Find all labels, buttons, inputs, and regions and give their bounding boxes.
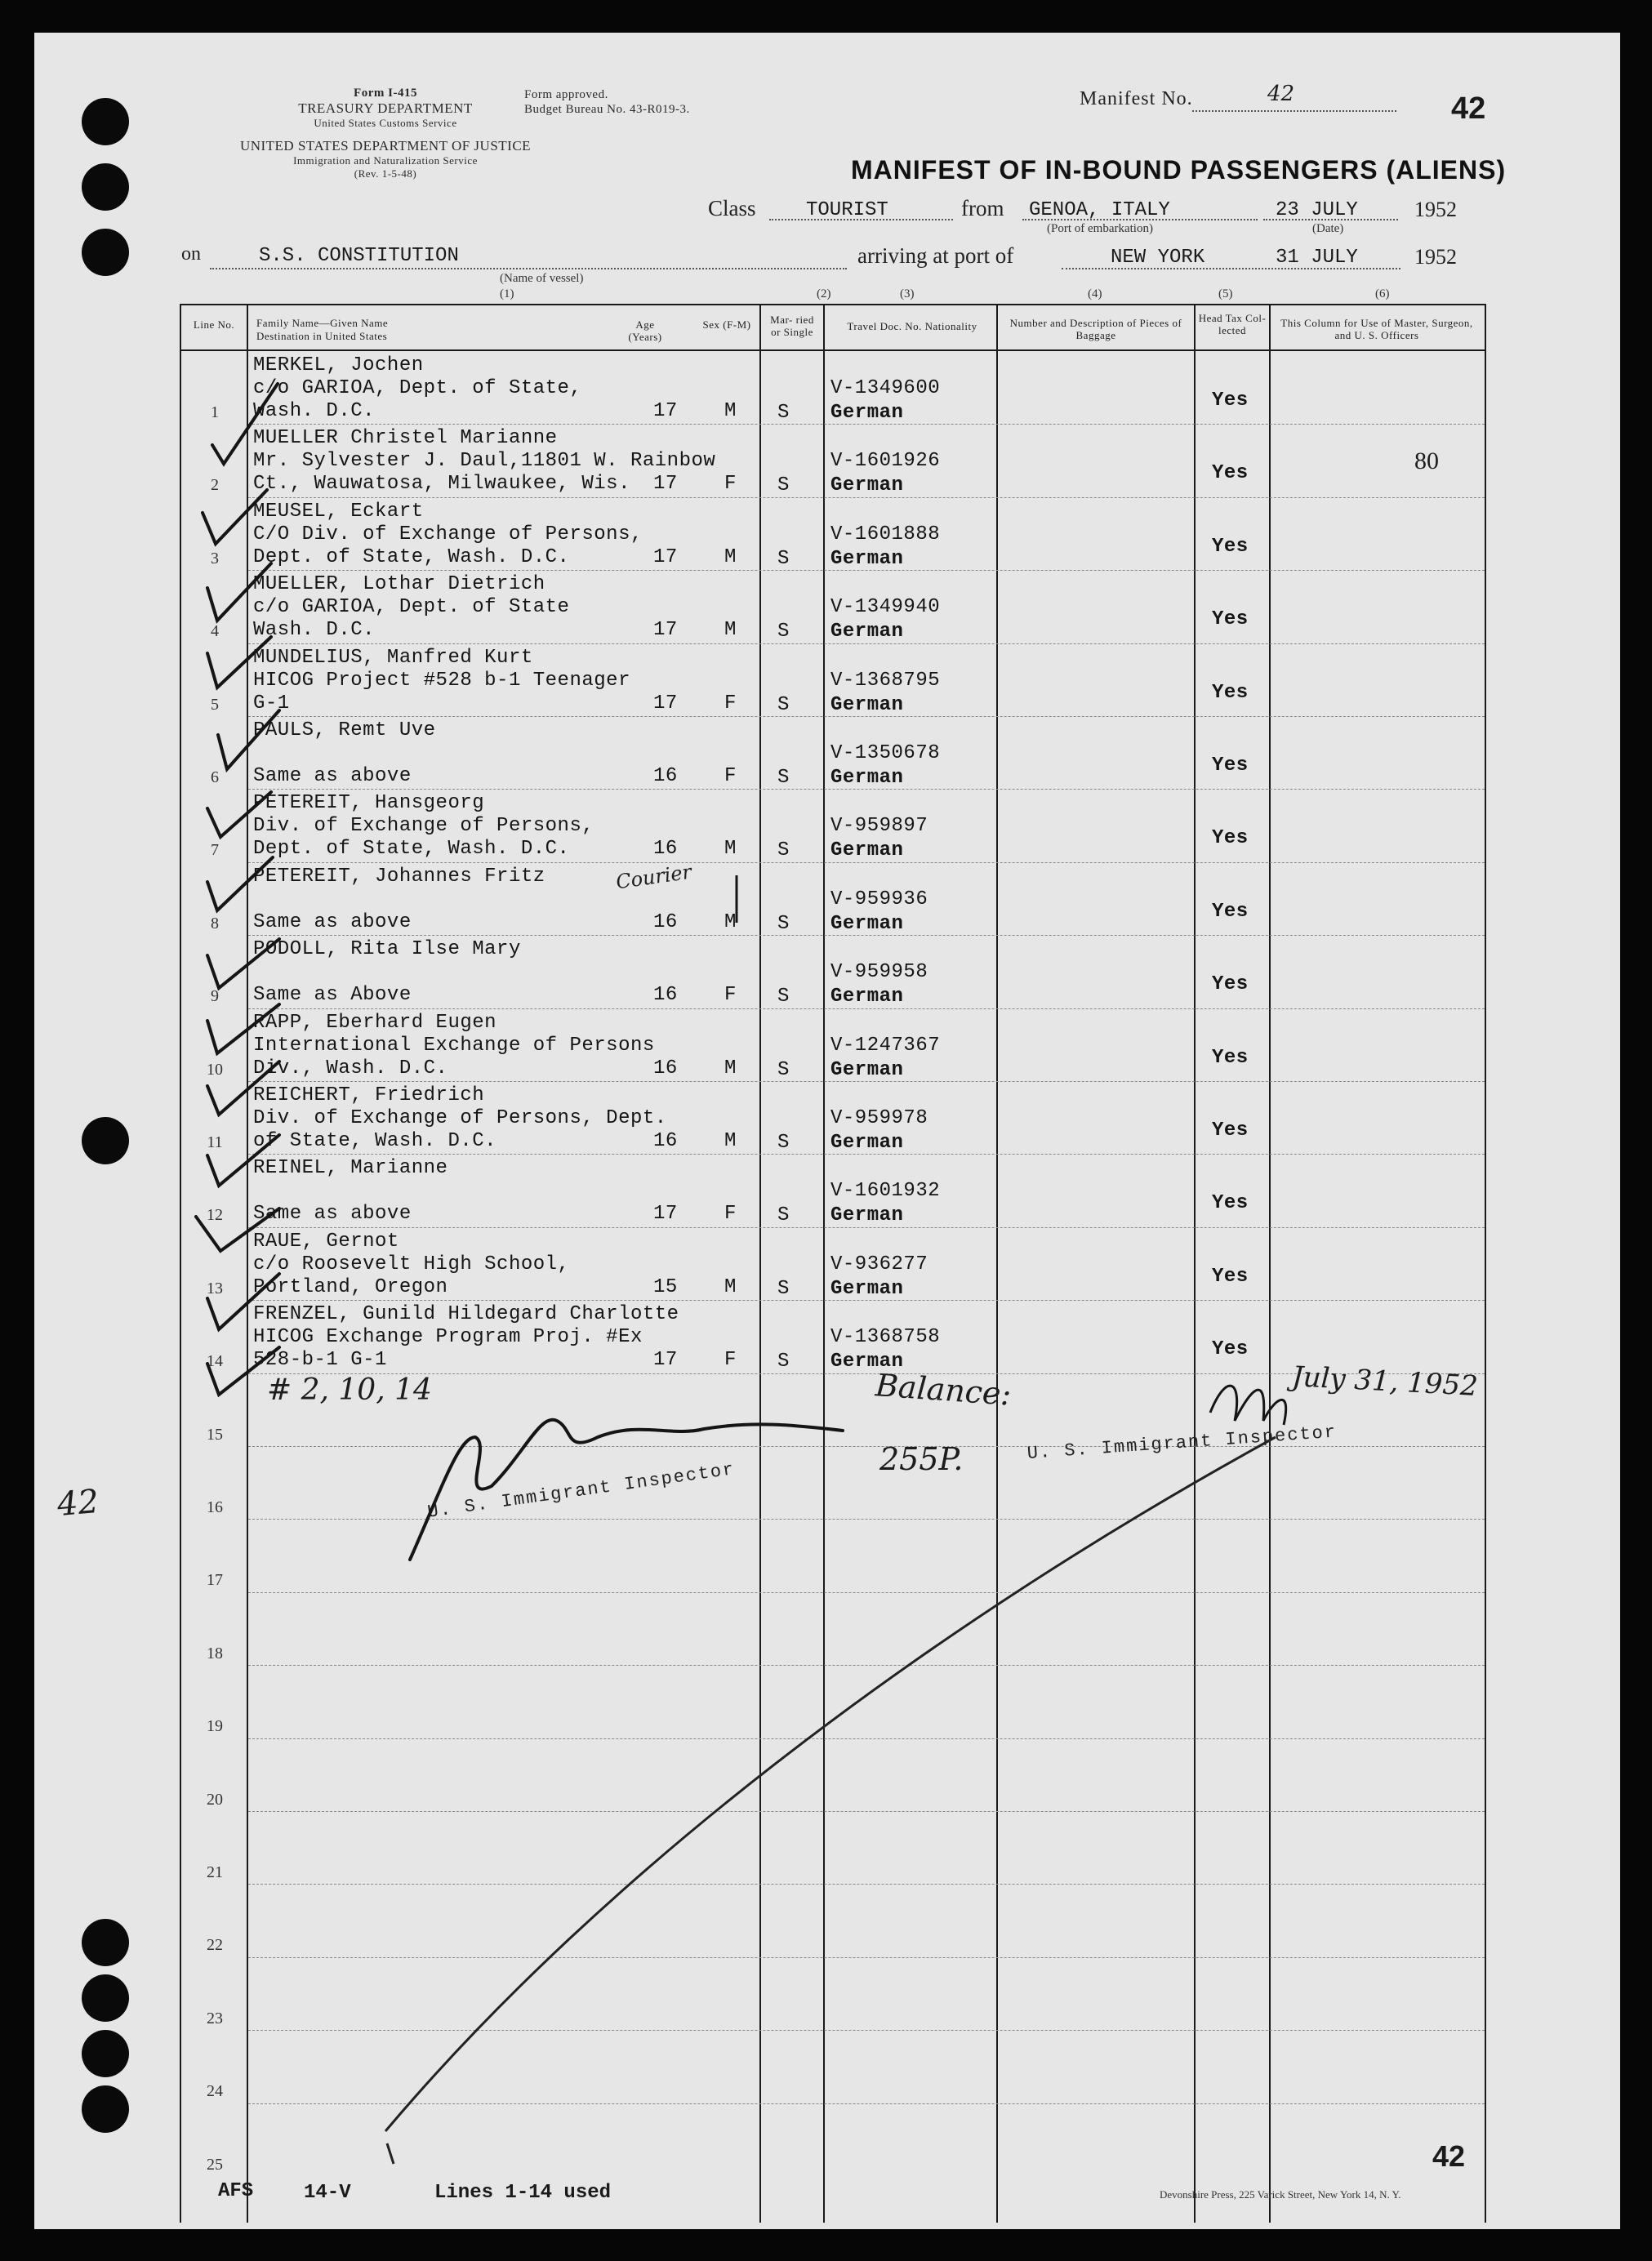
line-number: 2 [211,476,219,495]
nationality: German [830,1204,904,1227]
nationality: German [830,986,904,1008]
from-date: 23 JULY [1276,199,1358,221]
page-number: 42 [1451,91,1486,126]
col-num: (5) [1218,287,1233,300]
passenger-sex: M [724,1057,737,1079]
nationality: German [830,474,904,497]
travel-doc-number: V-1349940 [830,596,941,619]
nationality: German [830,767,904,789]
passenger-sex: F [724,765,737,787]
passenger-sex: F [724,984,737,1007]
line-number: 9 [211,987,219,1006]
balance-note: Balance: [874,1367,1013,1413]
passenger-age: 17 [653,619,678,642]
customs-label: United States Customs Service [314,117,457,129]
line-number: 25 [207,2155,223,2174]
passenger-marital: S [777,693,790,716]
passenger-destination: Wash. D.C. [253,400,376,422]
manifest-no-label: Manifest No. [1080,88,1193,109]
line-number: 18 [207,1644,223,1662]
inspector-stamp-1: U. S. Immigrant Inspector [426,1459,737,1523]
head-tax: Yes [1212,1192,1249,1215]
travel-doc-number: V-959958 [830,961,928,984]
travel-doc-number: V-1350678 [830,742,941,764]
cross-out-line [385,1437,1276,2131]
line-number: 10 [207,1060,223,1079]
passenger-age: 17 [653,1349,678,1372]
passenger-destination: C/O Div. of Exchange of Persons, [253,523,643,545]
passenger-name: RAPP, Eberhard Eugen [253,1011,497,1034]
passenger-marital: S [777,1277,790,1300]
nationality: German [830,1132,904,1154]
nationality: German [830,621,904,643]
nationality: German [830,1351,904,1373]
line-number: 1 [211,403,219,421]
passenger-destination: HICOG Exchange Program Proj. #Ex [253,1326,643,1349]
footer-lines-used: Lines 1-14 used [434,2182,612,2204]
passenger-destination: Dept. of State, Wash. D.C. [253,838,570,861]
passenger-age: 16 [653,1130,678,1152]
footer-afs: AFS [218,2180,254,2202]
passenger-name: MEUSEL, Eckart [253,500,424,523]
margin-number: 42 [56,1482,100,1524]
passenger-marital: S [777,474,790,497]
head-tax: Yes [1212,827,1249,850]
passenger-destination: Ct., Wauwatosa, Milwaukee, Wis. [253,473,630,496]
nationality: German [830,1277,904,1300]
head-tax: Yes [1212,608,1249,631]
rev-label: (Rev. 1-5-48) [354,167,417,180]
col-baggage: Number and Description of Pieces of Baggage [1009,317,1182,341]
passenger-destination: Same as Above [253,984,412,1007]
passenger-age: 17 [653,473,678,496]
head-tax: Yes [1212,1265,1249,1288]
passenger-age: 16 [653,838,678,861]
line-number: 17 [207,1571,223,1590]
col-num: (2) [817,287,831,300]
passenger-destination: Portland, Oregon [253,1275,448,1298]
line-number: 6 [211,768,219,786]
passenger-sex: M [724,910,737,933]
passenger-age: 16 [653,984,678,1007]
nationality: German [830,693,904,716]
col-line-no: Line No. [193,318,235,331]
punch-hole [82,2030,129,2077]
col-name: Family Name—Given Name [256,317,389,329]
passenger-sex: M [724,619,737,642]
nationality: German [830,402,904,424]
passenger-destination: Same as above [253,765,412,787]
passenger-destination: 528-b-1 G-1 [253,1349,387,1372]
passenger-name: PETEREIT, Hansgeorg [253,792,485,815]
line-number: 24 [207,2082,223,2101]
passenger-name: FRENZEL, Gunild Hildegard Charlotte [253,1303,679,1326]
line-number: 14 [207,1352,223,1371]
passenger-sex: M [724,1130,737,1152]
head-tax: Yes [1212,462,1249,485]
passenger-name: PAULS, Remt Uve [253,719,436,741]
on-label: on [181,243,201,265]
passenger-name: REICHERT, Friedrich [253,1084,485,1106]
head-tax: Yes [1212,1338,1249,1361]
nationality: German [830,912,904,935]
passenger-marital: S [777,1132,790,1154]
code-note: 255P. [879,1441,964,1477]
col-num: (6) [1375,287,1390,300]
passenger-sex: F [724,1349,737,1372]
initials [1210,1386,1286,1425]
line-number: 15 [207,1425,223,1444]
nationality: German [830,547,904,570]
manifest-title: MANIFEST OF IN-BOUND PASSENGERS (ALIENS) [851,155,1507,185]
line-number: 8 [211,914,219,932]
passenger-destination: Same as above [253,910,412,933]
arrival-port: NEW YORK [1111,247,1205,269]
line-number: 23 [207,2009,223,2027]
passenger-destination: of State, Wash. D.C. [253,1130,497,1152]
passenger-name: REINEL, Marianne [253,1157,448,1180]
col-num: (3) [900,287,915,300]
passenger-age: 16 [653,1057,678,1079]
travel-doc-number: V-959897 [830,815,928,838]
passenger-name: MUELLER Christel Marianne [253,427,558,450]
vessel-caption: (Name of vessel) [500,272,584,285]
passenger-sex: M [724,1275,737,1298]
passenger-destination: Div. of Exchange of Persons, Dept. [253,1107,667,1129]
travel-doc-number: V-959978 [830,1107,928,1129]
passenger-destination: Mr. Sylvester J. Daul,11801 W. Rainbow [253,450,716,473]
col-num: (4) [1088,287,1102,300]
head-tax: Yes [1212,973,1249,996]
passenger-destination: HICOG Project #528 b-1 Teenager [253,669,630,692]
arriving-label: arriving at port of [857,243,1014,268]
corner-page-number: 42 [1432,2139,1466,2173]
head-tax: Yes [1212,1046,1249,1069]
col-num: (1) [500,287,514,300]
travel-doc-number: V-1601888 [830,523,941,545]
passenger-name: MUELLER, Lothar Dietrich [253,573,545,596]
date-note: July 31, 1952 [1291,1360,1479,1403]
ins-label: Immigration and Naturalization Service [293,154,478,167]
passenger-age: 16 [653,765,678,787]
passenger-age: 17 [653,400,678,422]
vessel-name: S.S. CONSTITUTION [259,245,459,267]
travel-doc-number: V-1349600 [830,377,941,399]
line-number: 16 [207,1498,223,1516]
passenger-sex: F [724,692,737,714]
passenger-sex: M [724,400,737,422]
passenger-name: MUNDELIUS, Manfred Kurt [253,646,533,669]
inspector-stamp-2: U. S. Immigrant Inspector [1026,1422,1338,1464]
passenger-age: 17 [653,692,678,714]
justice-label: UNITED STATES DEPARTMENT OF JUSTICE [239,138,532,154]
head-tax: Yes [1212,389,1249,412]
passenger-destination: c/o GARIOA, Dept. of State, [253,377,582,399]
travel-doc-number: V-1601932 [830,1180,941,1203]
arrival-date: 31 JULY [1276,247,1358,269]
nationality: German [830,839,904,862]
passenger-marital: S [777,1351,790,1373]
passenger-marital: S [777,912,790,935]
travel-doc-number: V-936277 [830,1253,928,1275]
head-tax: Yes [1212,535,1249,558]
punch-hole [82,1974,129,2022]
passenger-marital: S [777,621,790,643]
passenger-destination: c/o GARIOA, Dept. of State [253,596,570,619]
line-number: 11 [207,1133,223,1151]
travel-doc-number: V-1368758 [830,1326,941,1349]
nationality: German [830,1058,904,1081]
line-number: 20 [207,1790,223,1809]
line-number: 5 [211,695,219,714]
passenger-marital: S [777,767,790,789]
approved-label: Form approved. [524,88,608,101]
manifest-no-value: 42 [1267,82,1295,106]
passenger-age: 17 [653,1203,678,1226]
passenger-sex: F [724,1203,737,1226]
col-destination: Destination in United States [256,330,388,342]
from-port: GENOA, ITALY [1029,199,1170,221]
port-caption: (Port of embarkation) [1047,222,1153,235]
head-tax: Yes [1212,1119,1249,1142]
col-sex: Sex (F-M) [702,318,751,331]
col-age: Age (Years) [628,318,662,343]
passenger-destination: Div., Wash. D.C. [253,1057,448,1079]
passenger-sex: M [724,838,737,861]
passenger-destination: Same as above [253,1203,412,1226]
line-number: 19 [207,1717,223,1736]
line-number: 22 [207,1936,223,1955]
passenger-name: MERKEL, Jochen [253,354,424,376]
passenger-destination: Dept. of State, Wash. D.C. [253,545,570,568]
passenger-age: 16 [653,910,678,933]
from-label: from [961,196,1004,220]
passenger-sex: F [724,473,737,496]
travel-doc-number: V-1247367 [830,1034,941,1057]
form-number: Form I-415 [354,87,417,100]
hand-line-numbers: # 2, 10, 14 [267,1373,432,1407]
treasury-label: TREASURY DEPARTMENT [298,100,473,116]
punch-hole [82,1919,129,1966]
punch-hole [82,163,129,211]
head-tax: Yes [1212,681,1249,704]
passenger-name: PODOLL, Rita Ilse Mary [253,938,521,961]
date-caption: (Date) [1312,222,1344,235]
passenger-marital: S [777,1204,790,1227]
manifest-page [34,33,1620,2229]
punch-hole [82,98,129,145]
footer-code: 14-V [304,2182,351,2204]
travel-doc-number: V-1368795 [830,669,941,692]
line-number: 13 [207,1279,223,1297]
passenger-marital: S [777,986,790,1008]
line-number: 4 [211,622,219,641]
passenger-sex: M [724,545,737,568]
courier-note: Courier [614,860,693,894]
col-officers: This Column for Use of Master, Surgeon, and U. S. Officers [1280,317,1473,341]
head-tax: Yes [1212,754,1249,777]
col-head-tax: Head Tax Col- lected [1198,312,1267,336]
passenger-age: 17 [653,545,678,568]
line-number: 3 [211,549,219,567]
passenger-marital: S [777,839,790,862]
col-travel-doc: Travel Doc. No. Nationality [847,320,977,332]
passenger-age: 15 [653,1275,678,1298]
passenger-destination: G-1 [253,692,290,714]
from-year: 1952 [1414,198,1457,221]
passenger-name: PETEREIT, Johannes Fritz [253,865,545,888]
arrival-year: 1952 [1414,245,1457,269]
line-number: 7 [211,841,219,860]
footer-printer: Devonshire Press, 225 Varick Street, New York 14, N. Y. [1160,2188,1401,2201]
budget-label: Budget Bureau No. 43-R019-3. [524,103,690,116]
punch-hole [82,2085,129,2133]
class-label: Class [708,196,756,220]
passenger-destination: Wash. D.C. [253,619,376,642]
punch-hole [82,229,129,276]
passenger-name: RAUE, Gernot [253,1230,399,1253]
travel-doc-number: V-1601926 [830,450,941,473]
travel-doc-number: V-959936 [830,888,928,910]
head-tax: Yes [1212,900,1249,923]
passenger-destination: Div. of Exchange of Persons, [253,815,594,838]
passenger-marital: S [777,402,790,424]
punch-hole [82,1117,129,1164]
officer-number: 80 [1414,447,1439,474]
col-married: Mar- ried or Single [770,314,814,338]
line-number: 21 [207,1863,223,1881]
line-number: 12 [207,1206,223,1225]
passenger-destination: International Exchange of Persons [253,1034,655,1057]
passenger-marital: S [777,1058,790,1081]
passenger-destination: c/o Roosevelt High School, [253,1253,570,1275]
passenger-marital: S [777,547,790,570]
class-value: TOURIST [806,199,888,221]
